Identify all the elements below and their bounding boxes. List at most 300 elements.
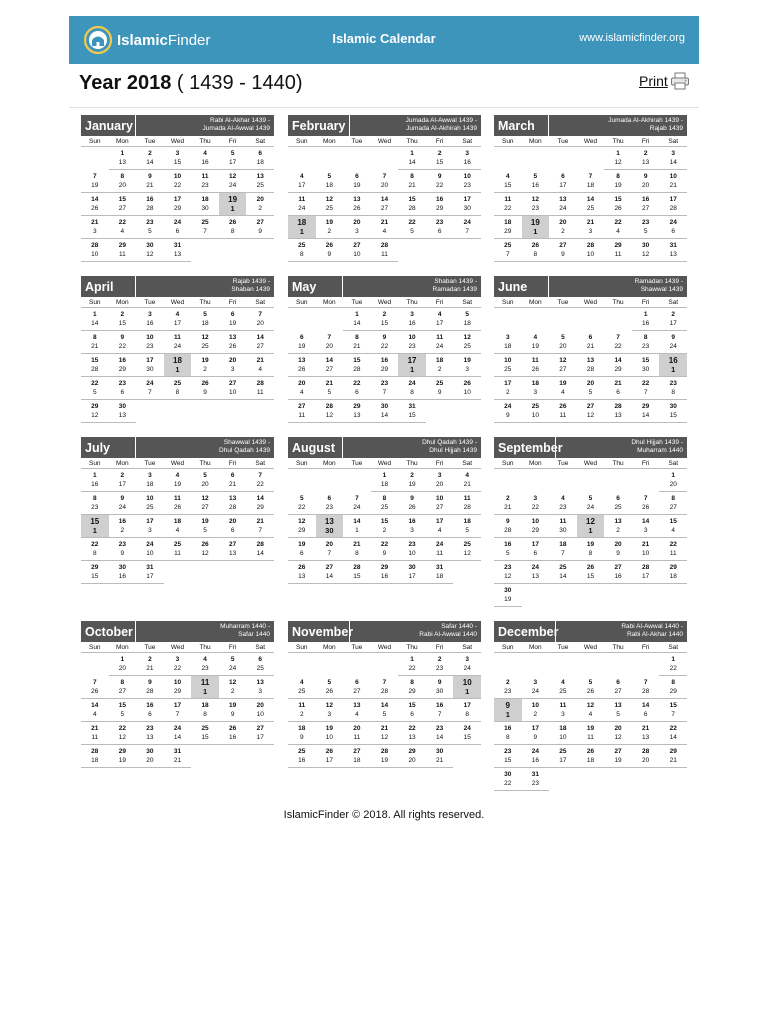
- hijri-day: 4: [120, 228, 125, 235]
- gregorian-day: 25: [201, 219, 209, 226]
- weekday-label: Tue: [136, 642, 164, 653]
- empty-cell: [371, 147, 399, 170]
- gregorian-day: 25: [504, 242, 512, 249]
- gregorian-day: 30: [146, 748, 154, 755]
- gregorian-day: 24: [504, 403, 512, 410]
- gregorian-day: 28: [353, 564, 361, 571]
- gregorian-day: 23: [436, 725, 444, 732]
- day-cell: [522, 722, 550, 745]
- gregorian-day: 16: [146, 196, 154, 203]
- hijri-day: 13: [146, 734, 154, 741]
- gregorian-day: 16: [118, 518, 126, 525]
- hijri-day: 30: [325, 526, 334, 535]
- hijri-day: 6: [148, 711, 152, 718]
- day-cell: [343, 331, 371, 354]
- hijri-day: 23: [408, 343, 416, 350]
- day-cell: [164, 722, 192, 745]
- day-cell: [164, 653, 192, 676]
- hijri-day: 28: [504, 527, 512, 534]
- day-cell: [522, 216, 550, 239]
- hijri-day: 19: [531, 343, 539, 350]
- gregorian-day: 24: [463, 725, 471, 732]
- hijri-day: 29: [173, 205, 182, 212]
- gregorian-day: 1: [355, 311, 359, 318]
- gregorian-day: 31: [173, 242, 182, 249]
- weekday-label: Mon: [109, 458, 137, 469]
- gregorian-day: 12: [229, 679, 237, 686]
- day-cell: [288, 538, 316, 561]
- hijri-day: 22: [614, 343, 622, 350]
- weekday-label: Fri: [219, 458, 247, 469]
- hijri-day: 12: [586, 412, 595, 419]
- gregorian-day: 17: [531, 541, 539, 548]
- islamic-month-range: Shaban 1439 - Ramadan 1439: [432, 278, 477, 293]
- hijri-day: 12: [118, 734, 126, 741]
- hijri-day: 23: [504, 688, 512, 695]
- gregorian-day: 30: [408, 564, 416, 571]
- hijri-day: 29: [118, 366, 126, 373]
- day-cell: [426, 745, 454, 768]
- day-cell: [659, 377, 687, 400]
- gregorian-day: 25: [559, 748, 567, 755]
- empty-cell: [494, 147, 522, 170]
- day-cell: [109, 722, 137, 745]
- hijri-day: 17: [559, 757, 567, 764]
- gregorian-day: 13: [353, 702, 361, 709]
- gregorian-day: 9: [120, 334, 125, 341]
- weekday-label: Sun: [288, 642, 316, 653]
- print-link[interactable]: [639, 72, 690, 90]
- day-cell: [288, 699, 316, 722]
- hijri-day: 20: [380, 182, 389, 189]
- hijri-day: 2: [120, 527, 125, 534]
- weekday-label: Tue: [549, 297, 577, 308]
- hijri-day: 8: [355, 550, 359, 557]
- hijri-day: 6: [175, 228, 180, 235]
- hijri-day: 23: [642, 343, 650, 350]
- gregorian-day: 29: [669, 748, 677, 755]
- day-cell: [164, 377, 192, 400]
- hijri-day: 22: [436, 182, 444, 189]
- day-cell: [316, 699, 344, 722]
- hijri-day: 11: [669, 550, 677, 557]
- empty-cell: [246, 239, 274, 262]
- day-cell: [549, 193, 577, 216]
- month-header: [494, 276, 687, 297]
- empty-cell: [219, 745, 247, 768]
- gregorian-day: 26: [229, 725, 237, 732]
- gregorian-day: 5: [327, 173, 332, 180]
- gregorian-day: 30: [380, 403, 389, 410]
- hijri-day: 14: [146, 159, 154, 166]
- hijri-day: 7: [561, 550, 565, 557]
- hijri-day: 22: [173, 182, 182, 189]
- day-cell: [316, 722, 344, 745]
- day-cell: [426, 561, 454, 584]
- gregorian-day: 6: [327, 495, 332, 502]
- gregorian-day: 6: [230, 311, 235, 318]
- gregorian-day: 13: [353, 196, 361, 203]
- hijri-day: 7: [175, 711, 180, 718]
- hijri-day: 4: [299, 389, 304, 396]
- hijri-day: 18: [91, 757, 99, 764]
- gregorian-day: 30: [436, 748, 444, 755]
- weekday-label: Mon: [522, 297, 550, 308]
- hijri-day: 22: [531, 504, 539, 511]
- day-cell: [659, 722, 687, 745]
- day-cell: [494, 722, 522, 745]
- gregorian-day: 29: [91, 403, 99, 410]
- day-cell: [398, 216, 426, 239]
- month-january: [81, 115, 274, 262]
- weekday-label: Thu: [191, 642, 219, 653]
- day-cell: [81, 699, 109, 722]
- gregorian-day: 2: [643, 150, 648, 157]
- gregorian-day: 7: [643, 495, 648, 502]
- hijri-day: 3: [355, 228, 359, 235]
- day-cell: [81, 538, 109, 561]
- gregorian-day: 3: [410, 311, 414, 318]
- islamic-month-range: Muharram 1440 - Safar 1440: [220, 623, 270, 638]
- empty-cell: [453, 745, 481, 768]
- gregorian-day: 29: [408, 748, 416, 755]
- hijri-day: 12: [380, 734, 389, 741]
- hijri-day: 15: [463, 734, 471, 741]
- weekday-label: Mon: [109, 136, 137, 147]
- hijri-day: 25: [586, 205, 595, 212]
- day-cell: [164, 492, 192, 515]
- day-cell: [604, 699, 632, 722]
- gregorian-day: 17: [463, 196, 471, 203]
- empty-cell: [191, 561, 219, 584]
- weekday-label: Thu: [398, 458, 426, 469]
- day-cell: [164, 331, 192, 354]
- day-cell: [343, 699, 371, 722]
- hijri-day: 6: [671, 228, 676, 235]
- hijri-day: 3: [465, 366, 470, 373]
- day-cell: [371, 515, 399, 538]
- hijri-day: 17: [642, 573, 650, 580]
- day-cell: [398, 400, 426, 423]
- hijri-day: 17: [436, 320, 444, 327]
- day-cell: [316, 561, 344, 584]
- day-cell: [371, 676, 399, 699]
- weekday-label: Fri: [632, 136, 660, 147]
- weekday-label: Wed: [164, 297, 192, 308]
- day-cell: [371, 722, 399, 745]
- hijri-day: 27: [642, 205, 650, 212]
- hijri-day: 8: [410, 389, 414, 396]
- gregorian-day: 28: [380, 748, 389, 755]
- hijri-day: 13: [118, 412, 126, 419]
- hijri-day: 12: [614, 734, 622, 741]
- gregorian-day: 28: [642, 748, 650, 755]
- weekday-label: Thu: [604, 642, 632, 653]
- hijri-day: 26: [614, 205, 622, 212]
- gregorian-day: 11: [201, 173, 209, 180]
- gregorian-day: 14: [256, 334, 264, 341]
- day-cell: [632, 331, 660, 354]
- weekday-label: Sat: [659, 136, 687, 147]
- weekday-label: Tue: [136, 458, 164, 469]
- gregorian-day: 29: [353, 403, 361, 410]
- day-cell: [371, 561, 399, 584]
- day-cell: [604, 216, 632, 239]
- hijri-day: 24: [669, 343, 677, 350]
- gregorian-day: 23: [504, 564, 512, 571]
- day-cell: [426, 469, 454, 492]
- gregorian-day: 28: [91, 748, 99, 755]
- day-cell: [632, 147, 660, 170]
- gregorian-day: 14: [642, 702, 650, 709]
- hijri-day: 28: [642, 688, 650, 695]
- day-cell: [522, 377, 550, 400]
- gregorian-day: 10: [173, 679, 182, 686]
- day-cell: [136, 745, 164, 768]
- gregorian-day: 11: [298, 196, 306, 203]
- day-cell: [371, 538, 399, 561]
- day-cell: [604, 538, 632, 561]
- hijri-day: 6: [410, 711, 414, 718]
- gregorian-day: 20: [353, 219, 361, 226]
- day-cell: [522, 492, 550, 515]
- weekday-label: Tue: [136, 136, 164, 147]
- day-cell: [426, 354, 454, 377]
- hijri-day: 27: [256, 343, 264, 350]
- hijri-day: 21: [504, 504, 512, 511]
- hijri-day: 20: [642, 757, 650, 764]
- hijri-day: 18: [463, 320, 471, 327]
- day-cell: [426, 170, 454, 193]
- gregorian-day: 5: [230, 656, 235, 663]
- gregorian-day: 12: [586, 517, 595, 526]
- month-name: February: [288, 115, 350, 136]
- gregorian-day: 5: [465, 311, 470, 318]
- hijri-day: 3: [258, 688, 263, 695]
- day-cell: [659, 492, 687, 515]
- empty-cell: [632, 584, 660, 607]
- printer-icon[interactable]: [670, 72, 690, 90]
- weekday-label: Fri: [426, 297, 454, 308]
- print-label[interactable]: Print: [639, 73, 668, 89]
- hijri-day: 30: [559, 527, 567, 534]
- weekday-label: Fri: [219, 297, 247, 308]
- hijri-day: 16: [118, 573, 126, 580]
- hijri-day: 12: [201, 550, 209, 557]
- gregorian-day: 30: [504, 771, 512, 778]
- hijri-day: 23: [559, 504, 567, 511]
- hijri-day: 1: [92, 526, 97, 535]
- hijri-day: 22: [173, 665, 182, 672]
- day-cell: [577, 400, 605, 423]
- hijri-day: 25: [559, 688, 567, 695]
- hijri-day: 15: [586, 573, 595, 580]
- day-cell: [219, 147, 247, 170]
- gregorian-day: 25: [559, 564, 567, 571]
- day-cell: [81, 722, 109, 745]
- gregorian-day: 14: [325, 357, 333, 364]
- month-name: January: [81, 115, 136, 136]
- empty-cell: [246, 400, 274, 423]
- hijri-day: 17: [173, 320, 182, 327]
- gregorian-day: 14: [380, 702, 389, 709]
- hijri-day: 25: [256, 665, 264, 672]
- gregorian-day: 27: [559, 242, 567, 249]
- gregorian-day: 6: [258, 150, 263, 157]
- weekday-label: Mon: [522, 642, 550, 653]
- day-cell: [604, 561, 632, 584]
- gregorian-day: 28: [380, 242, 389, 249]
- hijri-day: 4: [671, 527, 676, 534]
- weekday-label: Thu: [398, 136, 426, 147]
- hijri-day: 18: [146, 481, 154, 488]
- day-cell: [549, 722, 577, 745]
- gregorian-day: 10: [146, 495, 154, 502]
- hijri-day: 1: [230, 204, 235, 213]
- hijri-day: 12: [146, 251, 154, 258]
- gregorian-day: 5: [203, 311, 207, 318]
- hijri-day: 20: [201, 481, 209, 488]
- day-cell: [81, 239, 109, 262]
- empty-cell: [316, 308, 344, 331]
- empty-cell: [522, 147, 550, 170]
- gregorian-day: 5: [588, 495, 593, 502]
- month-header: [81, 621, 274, 642]
- gregorian-day: 2: [505, 495, 510, 502]
- day-cell: [398, 308, 426, 331]
- hijri-day: 28: [408, 205, 416, 212]
- gregorian-day: 14: [586, 196, 595, 203]
- hijri-day: 10: [229, 389, 237, 396]
- hijri-day: 20: [642, 182, 650, 189]
- page-title: [79, 72, 303, 95]
- weekday-label: Sat: [659, 642, 687, 653]
- day-cell: [109, 515, 137, 538]
- hijri-day: 21: [353, 343, 361, 350]
- empty-cell: [453, 400, 481, 423]
- gregorian-day: 10: [463, 173, 471, 180]
- hijri-day: 27: [559, 366, 567, 373]
- hijri-day: 30: [146, 366, 154, 373]
- hijri-day: 8: [175, 389, 180, 396]
- day-cell: [136, 377, 164, 400]
- hijri-day: 11: [587, 734, 594, 741]
- day-cell: [659, 239, 687, 262]
- gregorian-day: 13: [614, 518, 622, 525]
- day-cell: [522, 768, 550, 791]
- hijri-day: 18: [325, 182, 333, 189]
- day-cell: [604, 492, 632, 515]
- gregorian-day: 4: [175, 472, 180, 479]
- gregorian-day: 12: [531, 196, 539, 203]
- hijri-day: 2: [230, 688, 235, 695]
- hijri-day: 10: [325, 734, 333, 741]
- day-cell: [577, 745, 605, 768]
- day-cell: [494, 354, 522, 377]
- gregorian-day: 29: [380, 564, 389, 571]
- gregorian-day: 12: [201, 495, 209, 502]
- empty-cell: [659, 584, 687, 607]
- hijri-day: 27: [201, 504, 209, 511]
- gregorian-day: 18: [531, 380, 539, 387]
- day-cell: [453, 170, 481, 193]
- day-cell: [136, 653, 164, 676]
- hijri-day: 13: [531, 573, 539, 580]
- day-cell: [164, 308, 192, 331]
- day-cell: [453, 354, 481, 377]
- hijri-day: 16: [408, 320, 416, 327]
- hijri-day: 9: [437, 389, 442, 396]
- gregorian-day: 29: [669, 564, 677, 571]
- hijri-day: 17: [669, 320, 677, 327]
- hijri-day: 27: [669, 504, 677, 511]
- gregorian-day: 9: [437, 679, 442, 686]
- hijri-day: 27: [614, 688, 622, 695]
- gregorian-day: 23: [380, 380, 389, 387]
- day-cell: [453, 193, 481, 216]
- gregorian-day: 3: [437, 472, 442, 479]
- day-cell: [632, 699, 660, 722]
- hijri-day: 4: [437, 527, 442, 534]
- site-url[interactable]: www.islamicfinder.org: [579, 32, 685, 44]
- month-name: June: [494, 276, 549, 297]
- day-cell: [343, 239, 371, 262]
- weekday-label: Wed: [371, 136, 399, 147]
- empty-cell: [316, 653, 344, 676]
- gregorian-day: 28: [586, 242, 595, 249]
- day-cell: [191, 377, 219, 400]
- gregorian-day: 16: [146, 702, 154, 709]
- day-cell: [494, 193, 522, 216]
- gregorian-day: 4: [465, 472, 470, 479]
- day-cell: [494, 170, 522, 193]
- hijri-day: 24: [298, 205, 306, 212]
- gregorian-day: 15: [118, 702, 126, 709]
- hijri-day: 24: [118, 504, 126, 511]
- hijri-day: 7: [505, 251, 510, 258]
- gregorian-day: 26: [325, 748, 333, 755]
- empty-cell: [191, 400, 219, 423]
- gregorian-day: 10: [504, 357, 512, 364]
- gregorian-day: 16: [504, 725, 512, 732]
- gregorian-day: 22: [408, 219, 416, 226]
- hijri-day: 12: [614, 159, 622, 166]
- weekday-label: Tue: [136, 297, 164, 308]
- empty-cell: [632, 653, 660, 676]
- hijri-day: 7: [148, 389, 152, 396]
- hijri-day: 10: [256, 711, 264, 718]
- day-cell: [219, 308, 247, 331]
- hijri-day: 13: [118, 159, 126, 166]
- gregorian-day: 19: [530, 218, 540, 227]
- gregorian-day: 11: [559, 702, 567, 709]
- day-cell: [316, 492, 344, 515]
- empty-cell: [164, 400, 192, 423]
- weekday-label: Sun: [494, 136, 522, 147]
- gregorian-day: 22: [353, 380, 361, 387]
- gregorian-day: 26: [201, 380, 209, 387]
- gregorian-day: 30: [504, 587, 512, 594]
- day-cell: [659, 745, 687, 768]
- gregorian-day: 6: [258, 656, 263, 663]
- empty-cell: [577, 469, 605, 492]
- gregorian-day: 18: [298, 725, 306, 732]
- gregorian-day: 9: [437, 173, 442, 180]
- day-cell: [494, 561, 522, 584]
- day-cell: [136, 699, 164, 722]
- day-cell: [659, 653, 687, 676]
- hijri-day: 13: [642, 734, 650, 741]
